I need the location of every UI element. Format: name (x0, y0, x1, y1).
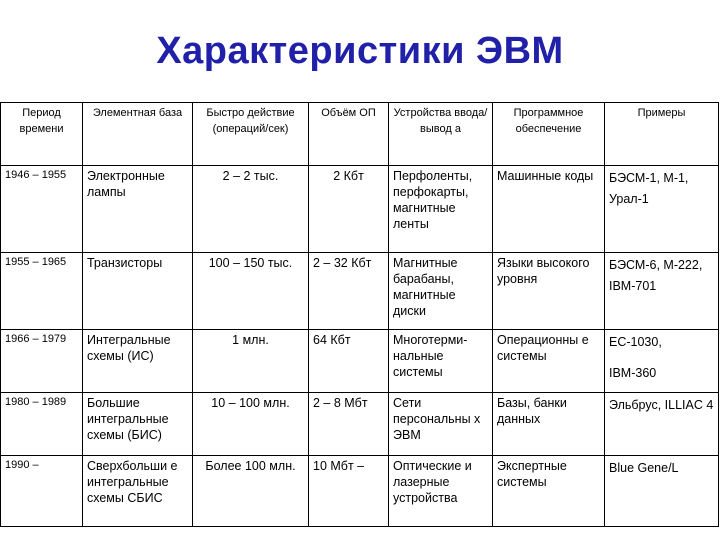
cell-software: Машинные коды (493, 166, 605, 253)
table-row (1, 166, 719, 253)
header-period: Период времени (1, 103, 83, 166)
table-row (1, 330, 719, 393)
cell-period: 1966 – 1979 (1, 330, 83, 393)
header-memory: Объём ОП (309, 103, 389, 166)
cell-base: Транзисторы (83, 253, 193, 330)
header-examples: Примеры (605, 103, 719, 166)
cell-io: Многотерми-нальные системы (389, 330, 493, 393)
header-software: Программное обеспечение (493, 103, 605, 166)
cell-speed: Более 100 млн. (193, 456, 309, 527)
header-io: Устройства ввода/вывод а (389, 103, 493, 166)
page-title: Характеристики ЭВМ (156, 30, 564, 72)
cell-base: Большие интегральные схемы (БИС) (83, 393, 193, 456)
cell-base: Электронные лампы (83, 166, 193, 253)
cell-io: Магнитные барабаны, магнитные диски (389, 253, 493, 330)
table-row (1, 253, 719, 330)
cell-examples: Blue Gene/L (605, 456, 719, 527)
cell-software: Операционны е системы (493, 330, 605, 393)
cell-memory: 10 Мбт – (309, 456, 389, 527)
cell-speed: 2 – 2 тыс. (193, 166, 309, 253)
header-base: Элементная база (83, 103, 193, 166)
cell-period: 1980 – 1989 (1, 393, 83, 456)
cell-software: Языки высокого уровня (493, 253, 605, 330)
cell-memory: 2 Кбт (309, 166, 389, 253)
cell-examples: Эльбрус, ILLIAC 4 (605, 393, 719, 456)
table-row (1, 393, 719, 456)
cell-io: Сети персональны х ЭВМ (389, 393, 493, 456)
cell-examples: БЭСМ-1, М-1, Урал-1 (605, 166, 719, 253)
cell-examples: БЭСМ-6, М-222, IBM-701 (605, 253, 719, 330)
cell-memory: 2 – 8 Мбт (309, 393, 389, 456)
cell-memory: 64 Кбт (309, 330, 389, 393)
cell-period: 1946 – 1955 (1, 166, 83, 253)
characteristics-table (0, 102, 719, 527)
examples-line-2: IBM-360 (609, 366, 657, 380)
cell-io: Оптические и лазерные устройства (389, 456, 493, 527)
header-row (1, 103, 719, 166)
cell-speed: 10 – 100 млн. (193, 393, 309, 456)
table-row (1, 456, 719, 527)
examples-line-1: ЕС-1030, (609, 335, 662, 349)
cell-base: Интегральные схемы (ИС) (83, 330, 193, 393)
cell-software: Экспертные системы (493, 456, 605, 527)
cell-period: 1990 – (1, 456, 83, 527)
header-speed: Быстро действие (операций/сек) (193, 103, 309, 166)
cell-examples (605, 330, 719, 393)
cell-base: Сверхбольши е интегральные схемы СБИС (83, 456, 193, 527)
cell-memory: 2 – 32 Кбт (309, 253, 389, 330)
cell-speed: 100 – 150 тыс. (193, 253, 309, 330)
cell-io: Перфоленты, перфокарты, магнитные ленты (389, 166, 493, 253)
cell-speed: 1 млн. (193, 330, 309, 393)
cell-software: Базы, банки данных (493, 393, 605, 456)
examples-gap (609, 353, 714, 363)
cell-period: 1955 – 1965 (1, 253, 83, 330)
